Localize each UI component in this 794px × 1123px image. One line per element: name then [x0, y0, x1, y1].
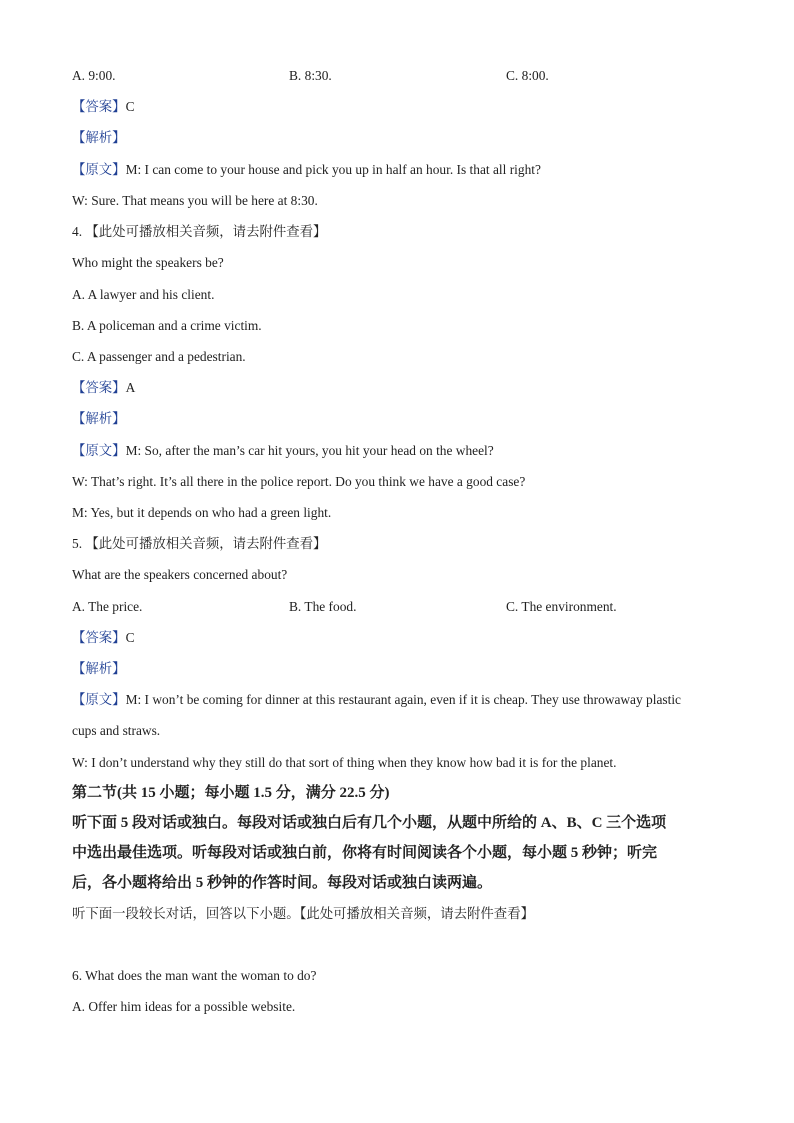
original-tag: 【原文】	[72, 692, 126, 707]
section-instruction-2: 中选出最佳选项。听每段对话或独白前，你将有时间阅读各个小题，每小题 5 秒钟；听完	[72, 845, 658, 861]
q5-analysis-tag: 【解析】	[72, 661, 126, 676]
q4-analysis-tag: 【解析】	[72, 411, 126, 426]
q5-question: What are the speakers concerned about?	[72, 567, 288, 582]
q6-option-a: A. Offer him ideas for a possible website.	[72, 999, 296, 1014]
answer-tag: 【答案】	[72, 630, 126, 645]
answer-tag: 【答案】	[72, 380, 126, 395]
q5-prompt: 5. 【此处可播放相关音频，请去附件查看】	[72, 536, 327, 551]
q4-option-b: B. A policeman and a crime victim.	[72, 318, 262, 333]
original-text: M: I won’t be coming for dinner at this restaurant again, even if it is cheap. They use throwaway plastic	[125, 692, 681, 707]
q3-answer	[72, 98, 135, 116]
q3-original-line-1	[72, 161, 541, 179]
q5-original-line-3: W: I don’t understand why they still do that sort of thing when they know how bad it is for the planet.	[72, 755, 617, 770]
section-subinstruction: 听下面一段较长对话，回答以下小题。【此处可播放相关音频，请去附件查看】	[72, 906, 534, 921]
answer-value: C	[125, 630, 135, 645]
q5-option-a: A. The price.	[72, 599, 143, 614]
answer-value: A	[125, 380, 136, 395]
q5-original-line-1	[72, 691, 681, 709]
q3-option-c: C. 8:00.	[506, 68, 549, 83]
q4-option-a: A. A lawyer and his client.	[72, 287, 215, 302]
section-instruction-3: 后，各小题将给出 5 秒钟的作答时间。每段对话或独白读两遍。	[72, 875, 493, 891]
section-instruction-1: 听下面 5 段对话或独白。每段对话或独白后有几个小题，从题中所给的 A、B、C 三个选项	[72, 815, 667, 831]
q5-answer	[72, 629, 135, 647]
q4-prompt: 4. 【此处可播放相关音频，请去附件查看】	[72, 224, 327, 239]
q4-original-line-1	[72, 442, 494, 460]
q4-answer	[72, 379, 135, 397]
q3-option-a: A. 9:00.	[72, 68, 116, 83]
q5-option-c: C. The environment.	[506, 599, 617, 614]
answer-value: C	[125, 99, 135, 114]
original-tag: 【原文】	[72, 443, 126, 458]
section-heading: 第二节(共 15 小题；每小题 1.5 分，满分 22.5 分)	[72, 785, 390, 801]
q4-original-line-2: W: That’s right. It’s all there in the police report. Do you think we have a good case?	[72, 474, 526, 489]
q4-question: Who might the speakers be?	[72, 255, 224, 270]
q4-original-line-3: M: Yes, but it depends on who had a green light.	[72, 505, 332, 520]
q4-option-c: C. A passenger and a pedestrian.	[72, 349, 246, 364]
original-text: M: So, after the man’s car hit yours, you hit your head on the wheel?	[125, 443, 494, 458]
original-tag: 【原文】	[72, 162, 126, 177]
answer-tag: 【答案】	[72, 99, 126, 114]
q5-option-b: B. The food.	[289, 599, 357, 614]
q3-analysis-tag: 【解析】	[72, 130, 126, 145]
q3-original-line-2: W: Sure. That means you will be here at 8:30.	[72, 193, 318, 208]
q5-original-line-2: cups and straws.	[72, 723, 161, 738]
original-text: M: I can come to your house and pick you up in half an hour. Is that all right?	[125, 162, 541, 177]
q6-question: 6. What does the man want the woman to do?	[72, 968, 317, 983]
q3-option-b: B. 8:30.	[289, 68, 332, 83]
